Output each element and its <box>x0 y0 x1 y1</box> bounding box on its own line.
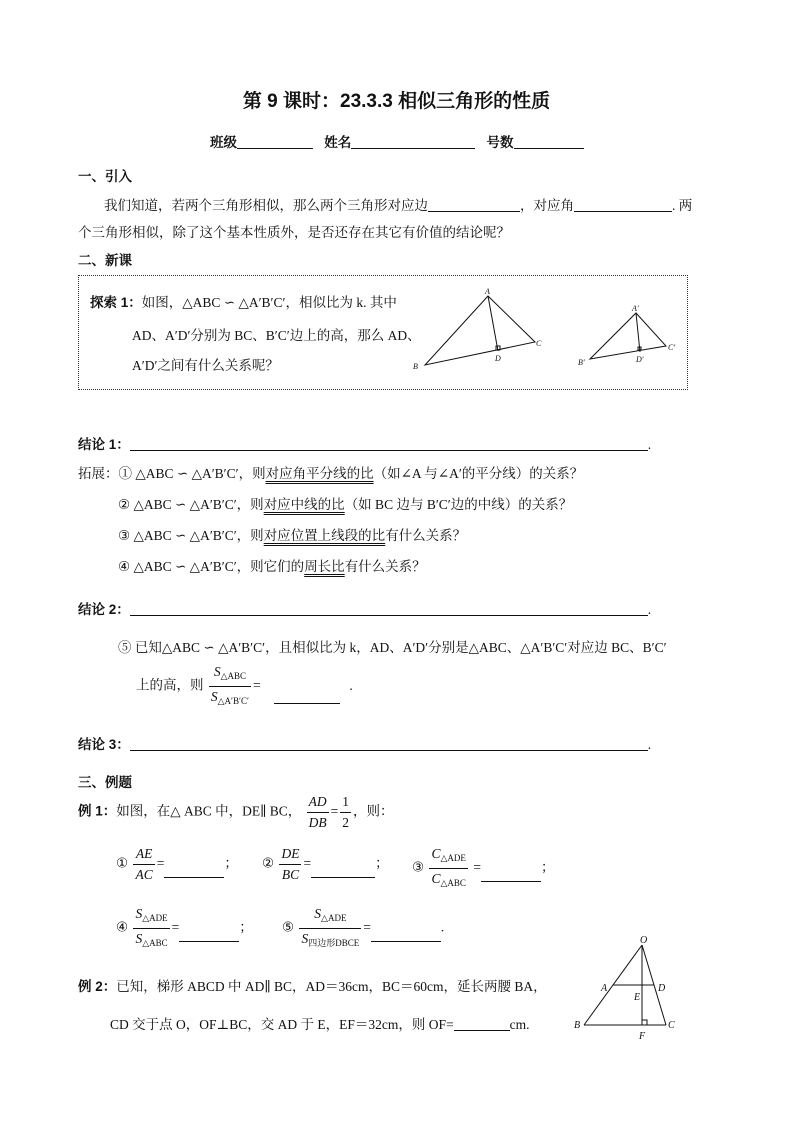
example2-label: 例 2： <box>78 979 117 994</box>
number-blank[interactable] <box>514 134 584 149</box>
example2-line2: CD 交于点 O，OF⊥BC，交 AD 于 E，EF＝32cm，则 OF= cm. <box>110 1017 530 1032</box>
example1-statement: 例 1：如图，在△ ABC 中，DE∥ BC， $\frac{AD}{DB}$ = $\frac{1}{2}$ ，则： <box>78 794 394 830</box>
example1-blank-2[interactable] <box>311 863 375 878</box>
label-d: D <box>658 983 666 994</box>
answer-blank-sides[interactable] <box>428 197 520 212</box>
extension-item-1: 拓展：① △ABC ∽ △A′B′C′，则对应角平分线的比（如∠A 与∠A′的平分线）的关系？ <box>78 466 584 481</box>
name-blank[interactable] <box>351 134 475 149</box>
example1-item-2: ② $\frac{DE}{BC}$ = ； <box>262 846 389 882</box>
trapezoid-figure <box>570 932 685 1047</box>
triangle-a2b2c2 <box>590 313 666 359</box>
label-o: O <box>640 935 648 946</box>
label-d2: D′ <box>636 355 644 364</box>
question5-line2: 上的高，则 $\frac{S_{\triangle ABC}}{S_{\triangle A'B'C'}}$ = . <box>136 663 353 710</box>
header-fields <box>210 131 584 151</box>
section3-heading: 三、例题 <box>78 775 132 790</box>
page-title: 第 9 课时：23.3.3 相似三角形的性质 <box>242 91 551 112</box>
example1-blank-3[interactable] <box>481 867 541 882</box>
area-ratio-fraction: $\frac{S_{\triangle ABC}}{S_{\triangle A'B'C'}}$ <box>210 664 249 706</box>
explore-line1: 探索 1：如图，△ABC ∽ △A′B′C′，相似比为 k. 其中 <box>90 295 397 310</box>
conclusion1-label: 结论 1： <box>78 437 130 452</box>
conclusion3-blank[interactable] <box>130 736 648 751</box>
conclusion3-line: 结论 3： . <box>78 737 652 752</box>
example1-item-1: ① $\frac{AE}{AC}$ = ； <box>116 846 238 882</box>
section1-para-line2: 个三角形相似，除了这个基本性质外，是否还存在其它有价值的结论呢？ <box>78 225 510 240</box>
label-b: B <box>413 362 418 371</box>
question5-blank[interactable] <box>274 689 340 704</box>
example1-item-3: ③ $\frac{C_{\triangle ADE}}{C_{\triangle ABC}}$ = ； <box>412 846 555 888</box>
label-f: F <box>639 1031 646 1042</box>
class-blank[interactable] <box>237 134 313 149</box>
question5-line1: ⑤ 已知△ABC ∽ △A′B′C′，且相似比为 k，AD、A′D′分别是△ABC、△A′B′C′对应边 BC、B′C′ <box>118 640 667 655</box>
label-c: C <box>536 339 542 348</box>
explore-label: 探索 1： <box>90 295 142 310</box>
label-e: E <box>634 992 641 1003</box>
section1-para-line1: 我们知道，若两个三角形相似，那么两个三角形对应边 ，对应角 . 两 <box>104 198 693 213</box>
label-d: D <box>495 354 501 363</box>
explore-line2: AD、A′D′分别为 BC、B′C′边上的高，那么 AD、 <box>132 328 421 343</box>
ratio-one-half: $\frac{1}{2}$ <box>342 794 350 830</box>
example1-blank-5[interactable] <box>371 927 441 942</box>
conclusion2-blank[interactable] <box>130 601 648 616</box>
example2-line1: 例 2：已知，梯形 ABCD 中 AD∥ BC，AD＝36cm，BC＝60cm，延长两腰 BA， <box>78 979 547 994</box>
triangle-abc <box>425 296 535 365</box>
ext-label: 拓展： <box>78 466 119 481</box>
label-b2: B′ <box>578 358 585 367</box>
answer-blank-angles[interactable] <box>574 197 672 212</box>
extension-item-3: ③ △ABC ∽ △A′B′C′，则对应位置上线段的比有什么关系？ <box>118 528 467 543</box>
ratio-ad-db: $\frac{AD}{DB}$ <box>308 794 327 830</box>
explore-line3: A′D′之间有什么关系呢？ <box>132 358 279 373</box>
example1-item-4: ④ $\frac{S_{\triangle ADE}}{S_{\triangle ABC}}$ = ； <box>116 906 253 948</box>
label-c2: C′ <box>668 343 676 352</box>
similar-triangles-figure <box>410 285 685 380</box>
altitude-a2d2 <box>636 313 640 352</box>
conclusion3-label: 结论 3： <box>78 737 130 752</box>
example1-label: 例 1： <box>78 803 117 819</box>
extension-item-4: ④ △ABC ∽ △A′B′C′，则它们的周长比有什么关系？ <box>118 559 426 574</box>
right-angle-mark-f <box>642 1020 647 1025</box>
example1-blank-4[interactable] <box>179 927 239 942</box>
label-a: A <box>485 287 490 296</box>
section2-heading: 二、新课 <box>78 253 132 268</box>
section1-heading: 一、引入 <box>78 169 132 184</box>
conclusion2-line: 结论 2： . <box>78 602 652 617</box>
label-b: B <box>574 1020 581 1031</box>
label-a: A <box>601 983 608 994</box>
label-a2: A′ <box>632 304 639 313</box>
name-label: 姓名 <box>324 135 352 150</box>
conclusion1-line: 结论 1： . <box>78 437 652 452</box>
example1-blank-1[interactable] <box>164 863 224 878</box>
label-c: C <box>668 1020 675 1031</box>
extension-item-2: ② △ABC ∽ △A′B′C′，则对应中线的比（如 BC 边与 B′C′边的中线）的关系？ <box>118 497 573 512</box>
example2-blank[interactable] <box>454 1016 510 1031</box>
conclusion1-blank[interactable] <box>130 436 648 451</box>
conclusion2-label: 结论 2： <box>78 602 130 617</box>
class-label: 班级 <box>210 135 237 150</box>
example1-item-5: ⑤ $\frac{S_{\triangle ADE}}{S_{四边形DBCE}}$ = . <box>282 906 445 948</box>
number-label: 号数 <box>486 135 514 150</box>
